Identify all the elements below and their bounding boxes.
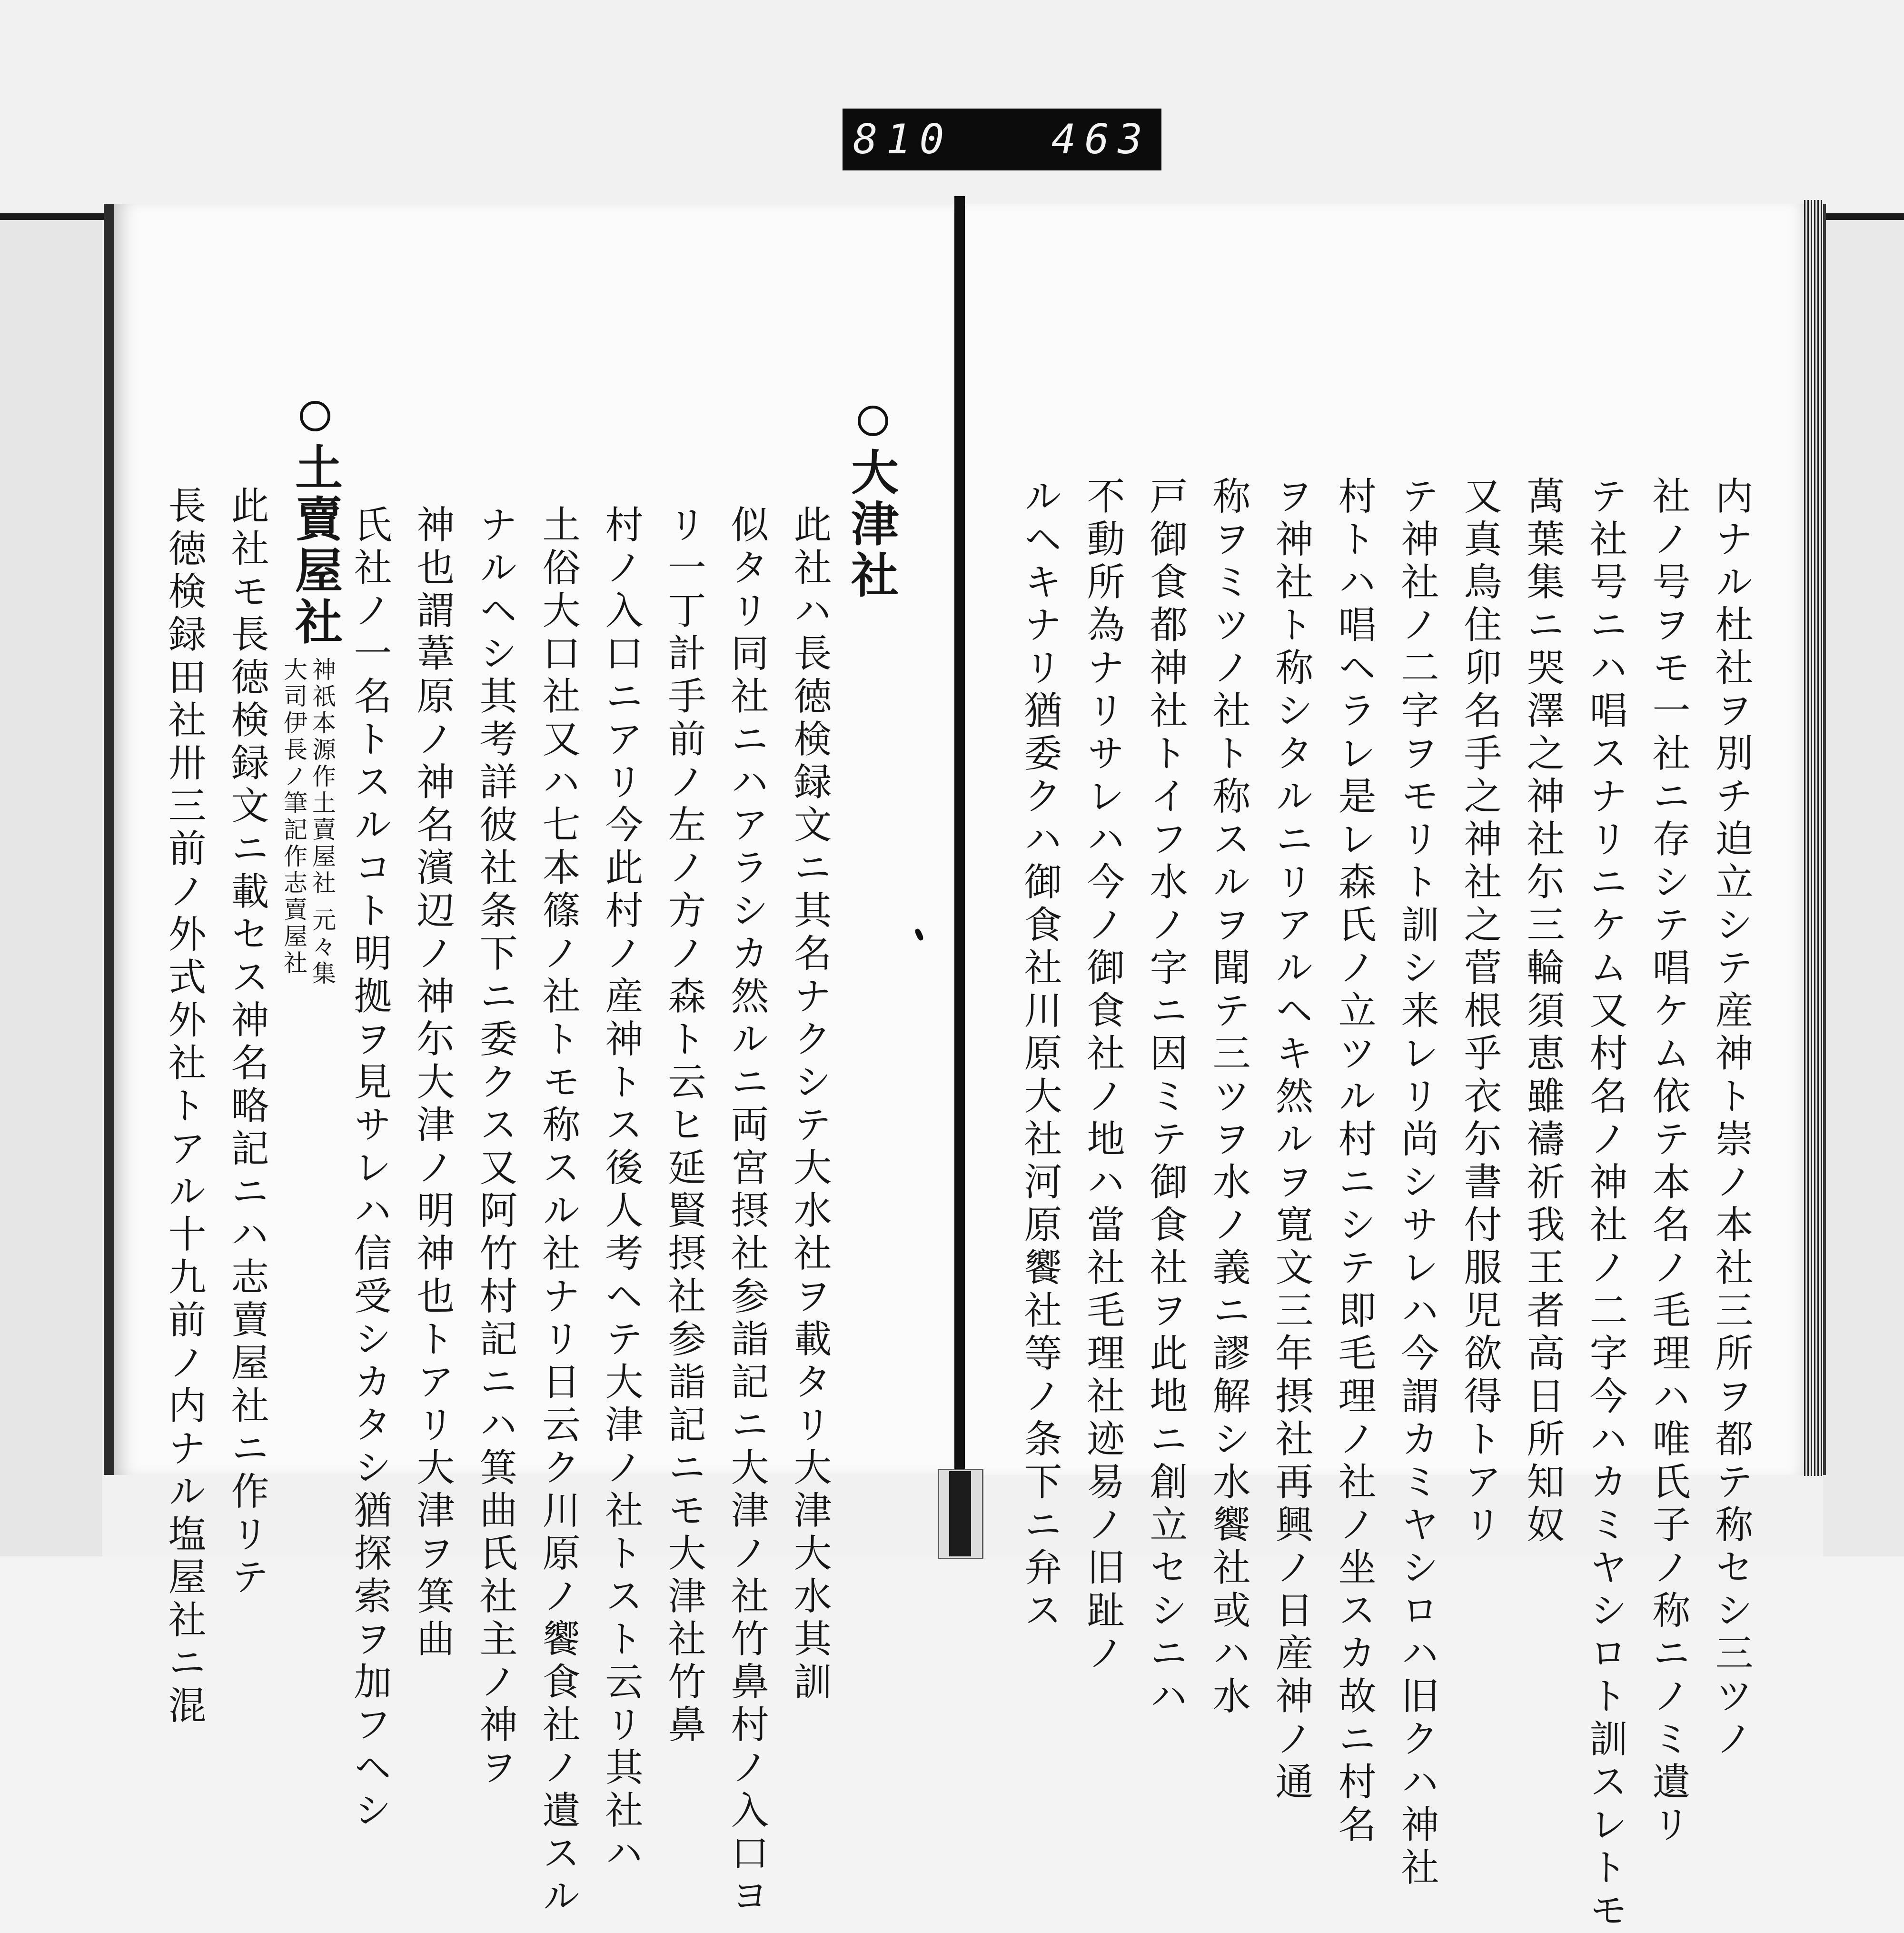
left-page-column-2: 似タリ同社ニハアラシカ然ルニ両宮摂社参詣記ニ大津ノ社竹鼻村ノ入口ヨ xyxy=(724,505,769,1919)
catalog-number-left: 810 xyxy=(853,116,953,163)
section-note-2: 大司伊長ノ筆記作志賣屋社 xyxy=(280,657,307,977)
page-stack-edge xyxy=(1804,200,1823,1476)
section-heading-tomeya: 土賣屋社 xyxy=(287,443,343,648)
right-page-column-3: テ社号ニハ唱スナリニケム又村名ノ神社ノ二字今ハカミヤシロト訓スレトモ xyxy=(1583,476,1627,1933)
right-page-column-4: 萬葉集ニ哭澤之神社尓三輪須恵雖禱祈我王者高日所知奴 xyxy=(1520,476,1565,1547)
section-note-1: 神祇本源作土賣屋社 元々集 xyxy=(308,657,336,987)
table-margin-left xyxy=(0,220,102,1556)
catalog-number-right: 463 xyxy=(1051,116,1151,163)
spine-clip-inner xyxy=(949,1471,971,1556)
table-margin-right xyxy=(1823,220,1904,1556)
catalog-label xyxy=(843,109,1161,170)
right-page-column-10: 戸御食都神社トイフ水ノ字ニ因ミテ御食社ヲ此地ニ創立セシニハ xyxy=(1143,476,1188,1719)
right-page-column-5: 又真鳥住卯名手之神社之菅根乎衣尓書付服児欲得トアリ xyxy=(1458,476,1502,1547)
left-page-column-3: リ一丁計手前ノ左ノ方ノ森ト云ヒ延賢摂社参詣記ニモ大津社竹鼻 xyxy=(662,505,706,1747)
right-page-column-9: 称ヲミツノ社ト称スルヲ聞テ三ツヲ水ノ義ニ謬解シ水饗社或ハ水 xyxy=(1206,476,1250,1719)
section-circle-mark xyxy=(858,406,888,436)
right-page-column-11: 不動所為ナリサレハ今ノ御食社ノ地ハ當社毛理社迹易ノ旧趾ノ xyxy=(1081,476,1125,1676)
section-circle-mark xyxy=(300,401,330,431)
right-page-column-6: テ神社ノ二字ヲモリト訓シ来レリ尚シサレハ今謂カミヤシロハ旧クハ神社 xyxy=(1395,476,1439,1890)
right-page-column-12: ルヘキナリ猶委クハ御食社川原大社河原饗社等ノ条下ニ弁ス xyxy=(1018,476,1062,1633)
left-page-column-10: 長徳検録田社卅三前ノ外式外社トアル十九前ノ内ナル塩屋社ニ混 xyxy=(162,486,206,1728)
right-page-column-2: 社ノ号ヲモ一社ニ存シテ唱ケム依テ本名ノ毛理ハ唯氏子ノ称ニノミ遺リ xyxy=(1646,476,1690,1847)
right-page-column-1: 内ナル杜社ヲ別チ迫立シテ産神ト崇ノ本社三所ヲ都テ称セシ三ツノ xyxy=(1709,476,1753,1762)
left-page-column-9: 此社モ長徳検録文ニ載セス神名略記ニハ志賣屋社ニ作リテ xyxy=(225,486,269,1600)
left-page-column-7: 神也謂葦原ノ神名濱辺ノ神尓大津ノ明神也トアリ大津ヲ箕曲 xyxy=(410,505,455,1662)
left-page-column-1: 此社ハ長徳検録文ニ其名ナクシテ大水社ヲ載タリ大津大水其訓 xyxy=(787,505,832,1704)
left-page-column-8: 氏社ノ一名トスルコト明拠ヲ見サレハ信受シカタシ猶探索ヲ加フヘシ xyxy=(347,505,392,1833)
right-page-column-7: 村トハ唱ヘラレ是レ森氏ノ立ツル村ニシテ即毛理ノ社ノ坐スカ故ニ村名 xyxy=(1332,476,1376,1847)
left-page-column-5: 土俗大口社又ハ七本篠ノ社トモ称スル社ナリ日云ク川原ノ饗食社ノ遺スル xyxy=(536,505,580,1919)
left-page-column-4: 村ノ入口ニアリ今此村ノ産神トス後人考ヘテ大津ノ社トスト云リ其社ハ xyxy=(599,505,643,1876)
book-spine xyxy=(954,196,965,1520)
right-page-column-8: ヲ神社ト称シタルニリアルヘキ然ルヲ寛文三年摂社再興ノ日産神ノ通 xyxy=(1269,476,1313,1804)
section-heading-otsu: 大津社 xyxy=(843,448,899,602)
left-page-column-6: ナルヘシ其考詳彼社条下ニ委クス又阿竹村記ニハ箕曲氏社主ノ神ヲ xyxy=(473,505,517,1790)
